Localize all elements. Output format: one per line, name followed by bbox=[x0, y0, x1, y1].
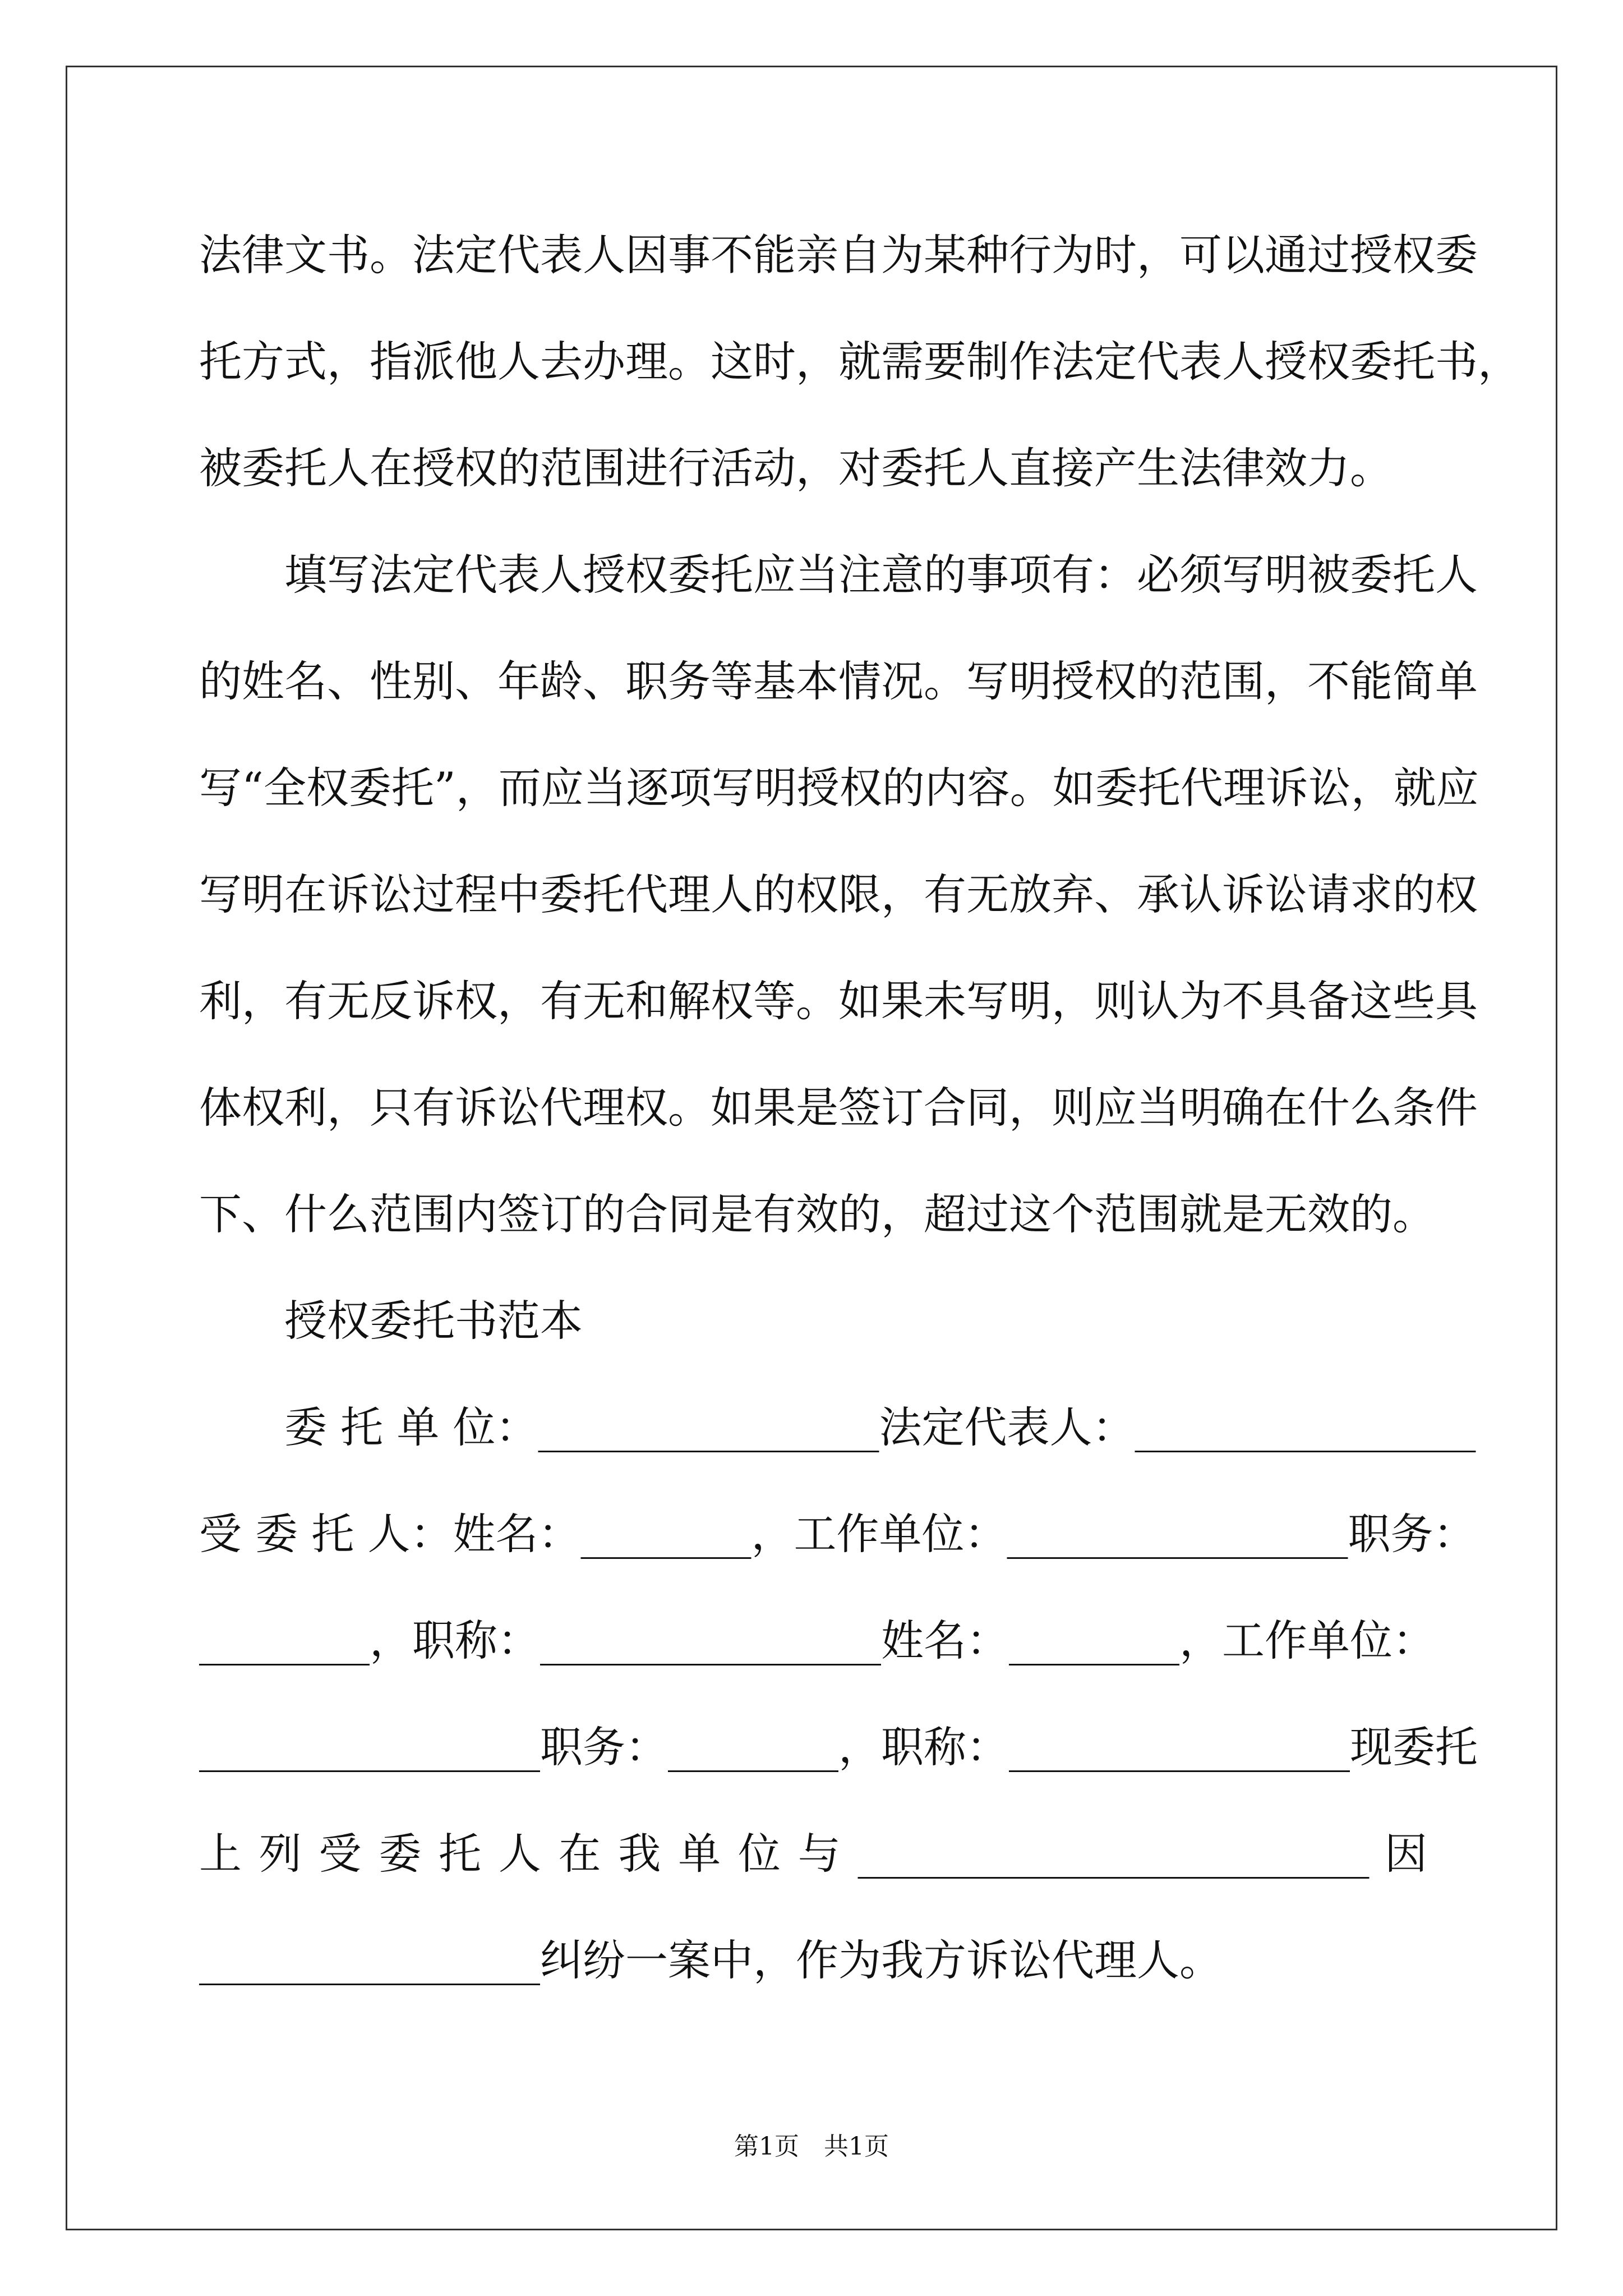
form-line: ________________纠纷一案中，作为我方诉讼代理人。 bbox=[199, 1935, 1222, 1985]
form-line: 委 托 单 位：________________法定代表人：________________ bbox=[199, 1402, 1476, 1452]
paragraph-line: 法律文书。法定代表人因事不能亲自为某种行为时，可以通过授权委 bbox=[199, 230, 1478, 280]
form-line: 受 委 托 人：姓名：________，工作单位：________________职务： bbox=[199, 1509, 1476, 1559]
paragraph-line: 下、什么范围内签订的合同是有效的，超过这个范围就是无效的。 bbox=[199, 1189, 1435, 1239]
page-footer: 第1页 共1页 bbox=[734, 2132, 889, 2161]
paragraph-line: 的姓名、性别、年龄、职务等基本情况。写明授权的范围，不能简单 bbox=[199, 656, 1478, 706]
paragraph-line: 写“全权委托”，而应当逐项写明授权的内容。如委托代理诉讼，就应 bbox=[199, 763, 1479, 813]
paragraph-line: 被委托人在授权的范围进行活动，对委托人直接产生法律效力。 bbox=[199, 443, 1393, 493]
form-line: ________，职称：________________姓名：________，工作单位： bbox=[199, 1616, 1435, 1665]
paragraph-line: 利，有无反诉权，有无和解权等。如果未写明，则认为不具备这些具 bbox=[199, 976, 1478, 1026]
document-body bbox=[199, 202, 1520, 2014]
paragraph-line: 写明在诉讼过程中委托代理人的权限，有无放弃、承认诉讼请求的权 bbox=[199, 869, 1478, 919]
paragraph-line: 托方式，指派他人去办理。这时，就需要制作法定代表人授权委托书， bbox=[199, 337, 1520, 386]
form-line: 上 列 受 委 托 人 在 我 单 位 与 ________________________ 因 bbox=[199, 1829, 1427, 1879]
form-line: ________________职务：________，职称：________________现委托 bbox=[199, 1722, 1478, 1772]
paragraph-line: 填写法定代表人授权委托应当注意的事项有：必须写明被委托人 bbox=[199, 550, 1478, 600]
paragraph-line: 体权利，只有诉讼代理权。如果是签订合同，则应当明确在什么条件 bbox=[199, 1083, 1478, 1133]
section-heading: 授权委托书范本 bbox=[199, 1296, 583, 1346]
